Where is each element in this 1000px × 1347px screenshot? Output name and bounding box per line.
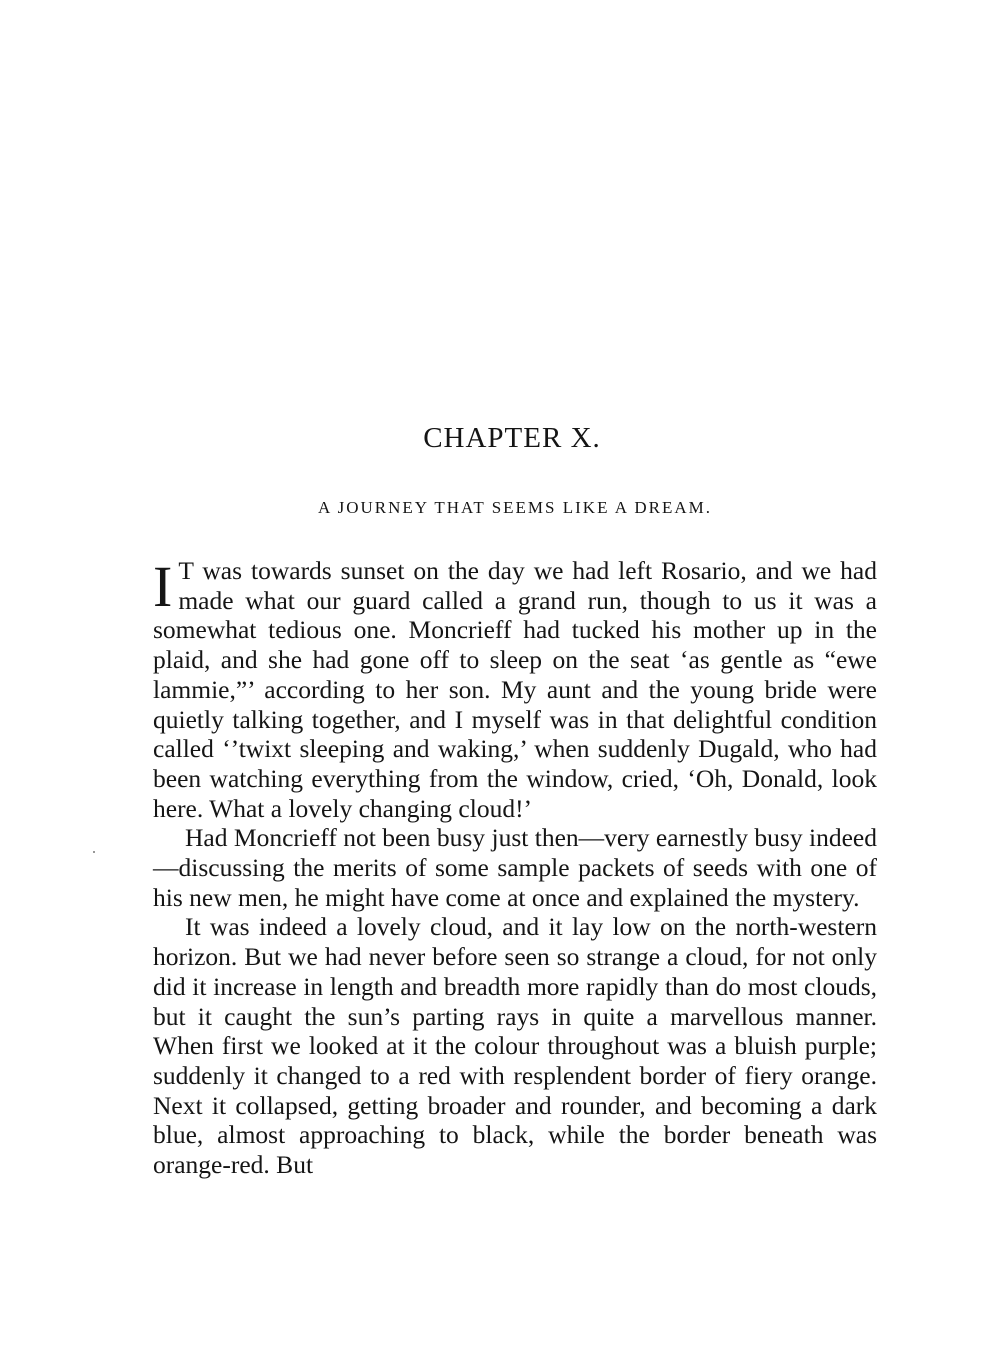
paragraph-1-text: T was towards sunset on the day we had left Rosario, and we had made what our guard called a grand run, though to us it was a somewhat tedious one. Moncrieff had tucked his mother up in the plaid, and she had gone off to sleep on the seat ‘as gentle as “ewe lammie,”’ according to her son. My aunt and the young bride were quietly talking together, and I myself was in that delightful condition called ‘’twixt sleeping and waking,’ when suddenly Dugald, who had been watching everything from the window, cried, ‘Oh, Donald, look here. What a lovely changing cloud!’: [153, 556, 877, 823]
chapter-body: [153, 556, 877, 1180]
paragraph-2: Had Moncrieff not been busy just then—very earnestly busy indeed—discussing the merits of some sample packets of seeds with one of his new men, he might have come at once and explained the mystery.: [153, 823, 877, 912]
paragraph-3: It was indeed a lovely cloud, and it lay low on the north-western horizon. But we had never before seen so strange a cloud, for not only did it increase in length and breadth more rapidly than do most clouds, but it caught the sun’s parting rays in quite a marvellous manner. When first we looked at it the colour throughout was a bluish purple; suddenly it changed to a red with resplendent border of fiery orange. Next it collapsed, getting broader and rounder, and becoming a dark blue, almost approaching to black, while the border beneath was orange-red. But: [153, 912, 877, 1180]
drop-cap: I: [153, 554, 173, 619]
paragraph-1: [153, 556, 877, 823]
stray-mark: [93, 851, 95, 853]
chapter-title: CHAPTER X.: [423, 422, 601, 454]
chapter-subtitle: A JOURNEY THAT SEEMS LIKE A DREAM.: [317, 498, 713, 517]
